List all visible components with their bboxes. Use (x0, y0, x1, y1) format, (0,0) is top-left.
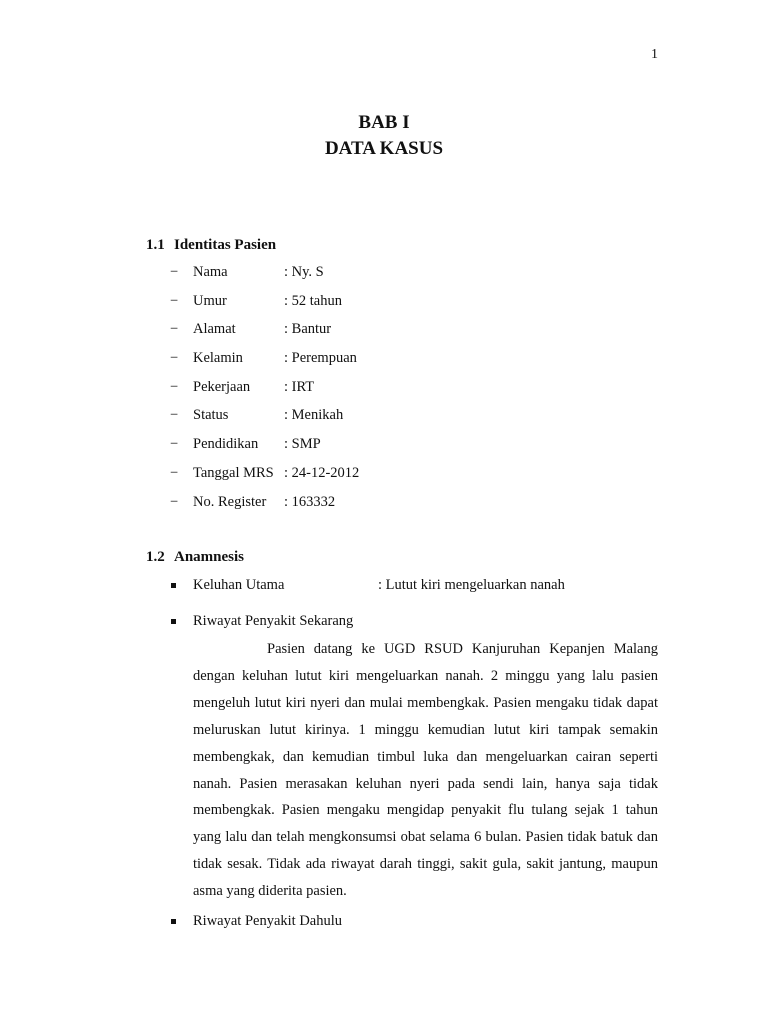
riwayat-sekarang-label: Riwayat Penyakit Sekarang (193, 613, 354, 629)
square-bullet-icon (171, 619, 176, 624)
field-label: No. Register (193, 493, 267, 510)
section-title: Identitas Pasien (174, 237, 277, 253)
page-number: 1 (651, 47, 658, 62)
dash-marker: − (170, 436, 179, 453)
keluhan-utama-label: Keluhan Utama (193, 577, 285, 593)
chapter-title (0, 110, 768, 162)
field-value: : Perempuan (284, 350, 357, 367)
field-value: : SMP (284, 436, 321, 453)
field-label: Alamat (193, 321, 236, 338)
dash-marker: − (170, 378, 179, 395)
field-label: Nama (193, 264, 228, 280)
field-label: Pendidikan (193, 436, 259, 453)
dash-marker: − (170, 407, 179, 424)
field-value: : Menikah (284, 407, 344, 424)
field-label: Status (193, 407, 229, 424)
field-label: Pekerjaan (193, 378, 251, 395)
chapter-number: BAB I (358, 112, 410, 133)
field-value: : Ny. S (284, 264, 324, 280)
section-heading-identitas (146, 237, 276, 254)
section-heading-anamnesis (146, 549, 244, 566)
dash-marker: − (170, 464, 179, 481)
dash-marker: − (170, 321, 179, 338)
riwayat-dahulu-label: Riwayat Penyakit Dahulu (193, 913, 343, 929)
square-bullet-icon (171, 583, 176, 588)
riwayat-sekarang-paragraph: Pasien datang ke UGD RSUD Kanjuruhan Kepanjen Malang dengan keluhan lutut kiri mengeluarkan nanah. 2 minggu yang lalu pasien mengeluh lutut kiri nyeri dan mulai membengkak. Pasien mengaku tidak dapat meluruskan lutut kirinya. 1 minggu kemudian lutut kiri tampak semakin membengkak, dan kemudian timbul luka dan mengeluarkan cairan seperti nanah. Pasien merasakan keluhan nyeri pada sendi lain, hanya saja tidak membengkak. Pasien mengaku mengidap penyakit flu tulang sejak 1 tahun yang lalu dan telah mengkonsumsi obat selama 6 bulan. Pasien tidak batuk dan tidak sesak. Tidak ada riwayat darah tinggi, sakit gula, sakit jantung, maupun asma yang diderita pasien. (193, 641, 658, 900)
field-value: : 52 tahun (284, 292, 342, 309)
field-value: : 163332 (284, 493, 336, 510)
section-number: 1.1 (146, 237, 165, 253)
chapter-name: DATA KASUS (324, 138, 444, 159)
keluhan-utama-value: : Lutut kiri mengeluarkan nanah (378, 577, 565, 593)
dash-marker: − (170, 350, 179, 367)
section-number: 1.2 (146, 549, 165, 565)
field-label: Kelamin (193, 350, 243, 367)
square-bullet-icon (171, 919, 176, 924)
field-value: : IRT (284, 378, 315, 395)
field-value: : 24-12-2012 (284, 464, 360, 481)
section-title: Anamnesis (174, 549, 245, 565)
field-label: Umur (193, 292, 227, 309)
dash-marker: − (170, 493, 179, 510)
field-value: : Bantur (284, 321, 332, 338)
field-label: Tanggal MRS (193, 464, 274, 481)
dash-marker: − (170, 264, 179, 280)
dash-marker: − (170, 292, 179, 309)
